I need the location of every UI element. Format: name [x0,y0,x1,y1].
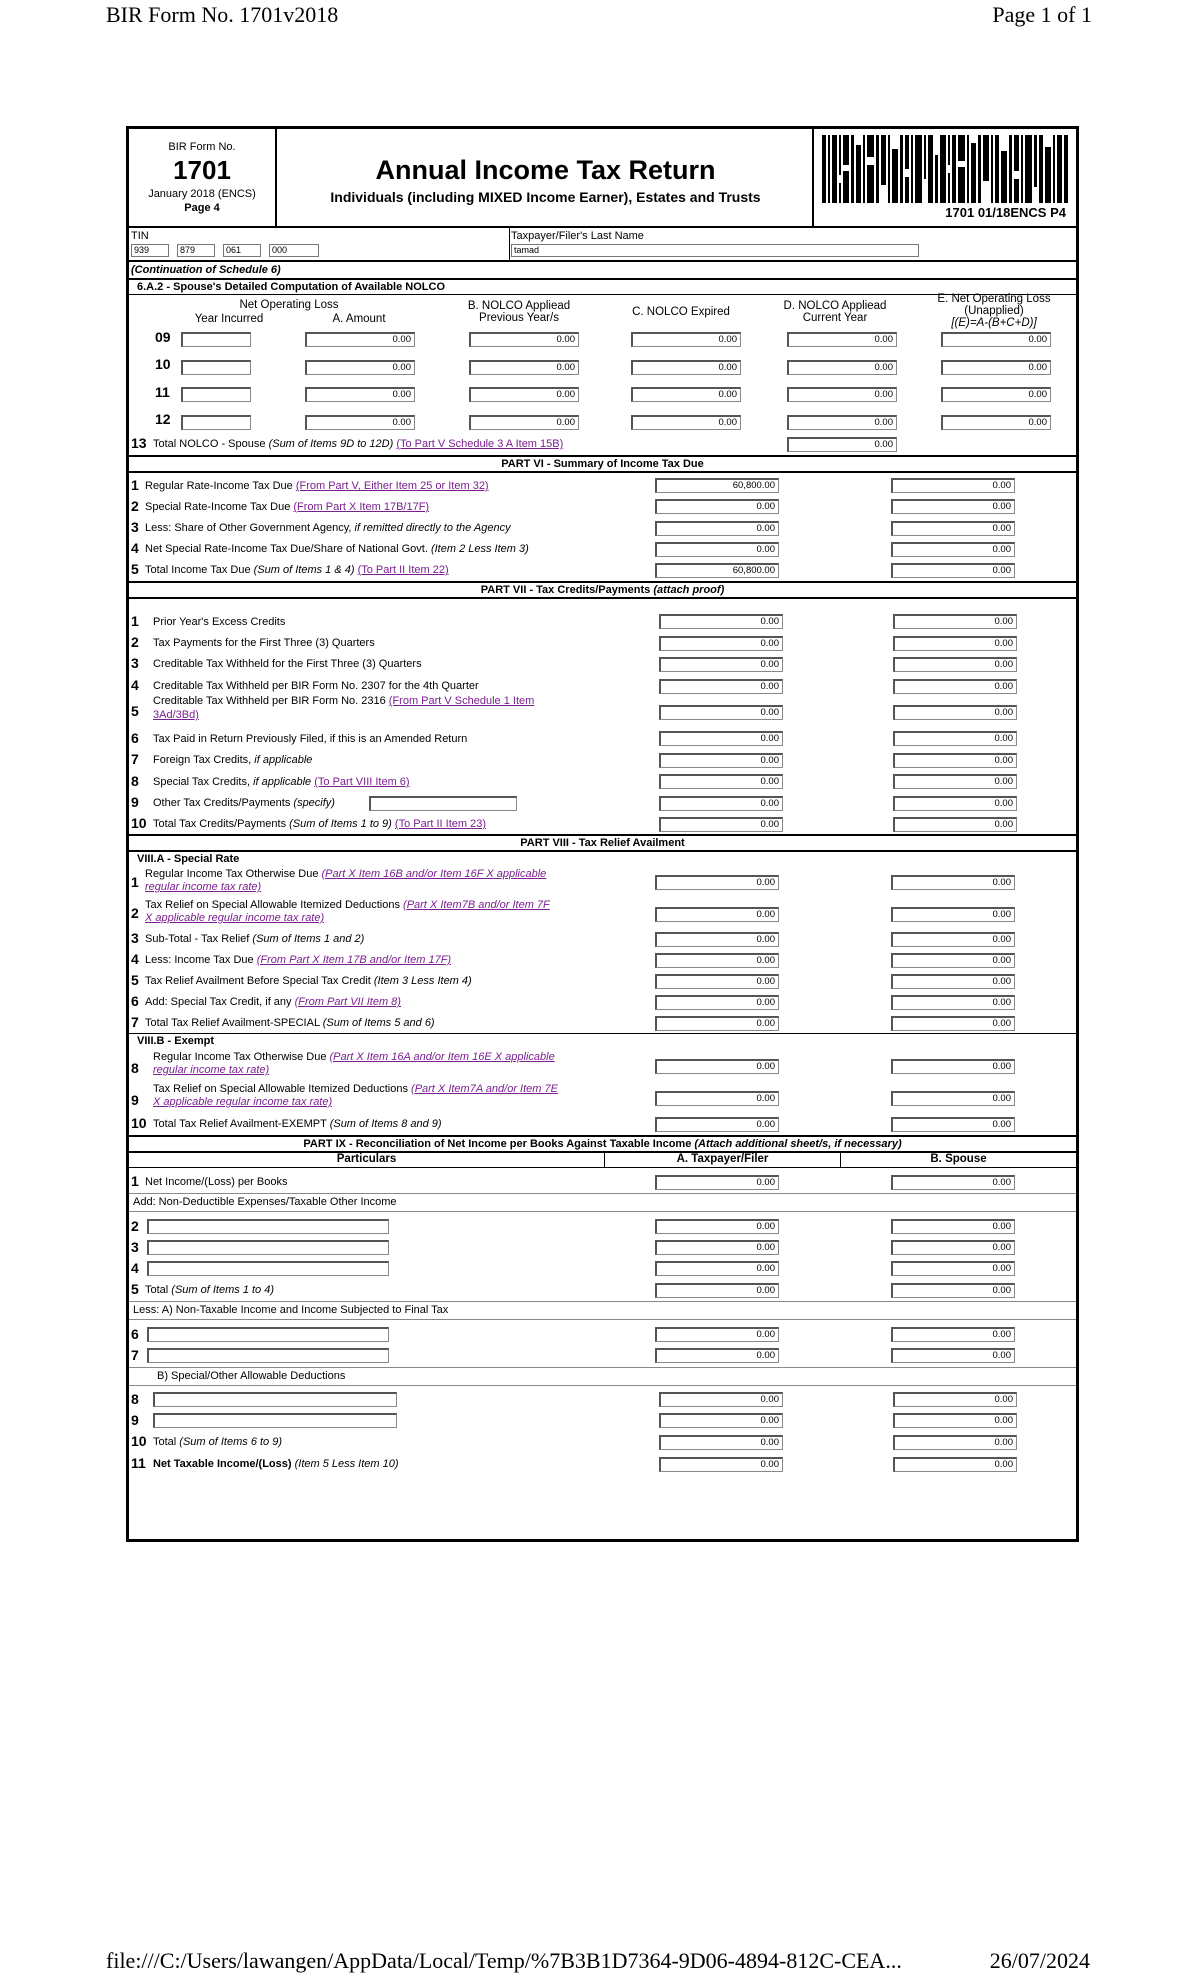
amount-field-b[interactable]: 0.00 [891,1016,1015,1031]
nolco-col-c: C. NOLCO Expired [632,306,730,318]
bir-form-1701-page4 [126,126,1079,1542]
amount-field-a[interactable]: 0.00 [655,542,779,557]
item-link-continued[interactable]: regular income tax rate) [153,1064,270,1076]
item-number: 7 [131,1014,139,1030]
tin-field-4[interactable]: 000 [269,244,319,257]
nolco-year-field[interactable] [181,415,251,430]
amount-field-b[interactable]: 0.00 [891,521,1015,536]
form-title: Annual Income Tax Return [375,155,716,185]
item-number: 3 [131,655,139,671]
nolco-amount-field[interactable]: 0.00 [305,360,415,375]
item-label: Regular Income Tax Otherwise Due (Part X Item 16B and/or Item 16F X applicable [145,868,547,880]
nolco-total-link[interactable]: (To Part V Schedule 3 A Item 15B) [396,438,564,450]
form-label: BIR Form No. [168,141,236,153]
divider [129,1211,1076,1212]
amount-field-a[interactable]: 0.00 [655,907,779,922]
nolco-col-b2: Previous Year/s [479,312,559,324]
form-id-block [129,129,277,226]
amount-field-b[interactable]: 0.00 [893,753,1017,768]
nolco-col-year: Year Incurred [194,313,264,325]
item-number: 6 [131,1326,139,1342]
amount-field-a[interactable]: 60,800.00 [655,478,779,493]
barcode-icon [822,135,1068,203]
amount-field-b[interactable]: 0.00 [891,1261,1015,1276]
item-link-continued[interactable]: X applicable regular income tax rate) [145,912,325,924]
amount-field-a[interactable]: 0.00 [659,774,783,789]
item-label: Net Taxable Income/(Loss) (Item 5 Less Item 10) [153,1458,399,1470]
item-label: Other Tax Credits/Payments (specify) [153,797,335,809]
part6-title: PART VI - Summary of Income Tax Due [129,455,1076,473]
item-link[interactable]: (Part X Item7A and/or Item 7E [411,1083,558,1095]
amount-field-a[interactable]: 0.00 [655,932,779,947]
amount-field-a[interactable]: 0.00 [659,1392,783,1407]
divider [129,1319,1076,1320]
amount-field-b[interactable]: 0.00 [891,1117,1015,1132]
nolco-col-e2: (Unapplied) [964,305,1024,317]
amount-field-b[interactable]: 0.00 [891,907,1015,922]
amount-field-b[interactable]: 0.00 [893,1435,1017,1450]
barcode-text: 1701 01/18ENCS P4 [945,205,1066,220]
continuation-note: (Continuation of Schedule 6) [129,262,1076,280]
amount-field-a[interactable]: 0.00 [659,705,783,720]
item-number: 2 [131,1218,139,1234]
amount-field-b[interactable]: 0.00 [891,499,1015,514]
form-title-block [279,129,814,226]
item-number: 9 [131,794,139,810]
item-number: 10 [131,815,147,831]
part9-title: PART IX - Reconciliation of Net Income per Books Against Taxable Income (Attach additional sheet/s, if necessary) [129,1135,1076,1153]
item-number: 2 [131,498,139,514]
nolco-current-field[interactable]: 0.00 [787,387,897,402]
item-number: 6 [131,993,139,1009]
nolco-expired-field[interactable]: 0.00 [631,415,741,430]
nolco-year-field[interactable] [181,387,251,402]
amount-field-b[interactable]: 0.00 [891,1059,1015,1074]
form-version: January 2018 (ENCS) [148,188,256,200]
divider [129,1193,1076,1194]
amount-field-b[interactable]: 0.00 [891,932,1015,947]
nolco-year-field[interactable] [181,360,251,375]
nolco-previous-field[interactable]: 0.00 [469,332,579,347]
divider [129,1033,1076,1034]
form-header [129,129,1076,228]
amount-field-a[interactable]: 0.00 [655,1117,779,1132]
print-header [0,0,1200,30]
amount-field-b[interactable]: 0.00 [891,1175,1015,1190]
divider [129,1367,1076,1368]
item-number: 1 [131,613,139,629]
amount-field-b[interactable]: 0.00 [891,1348,1015,1363]
nolco-row-number: 10 [155,356,171,372]
part9-less-b-label: B) Special/Other Allowable Deductions [157,1370,346,1382]
amount-field-b[interactable]: 0.00 [893,1457,1017,1472]
print-footer-url: file:///C:/Users/lawangen/AppData/Local/Temp/%7B3B1D7364-9D06-4894-812C-CEA... [106,1948,902,1973]
amount-field-b[interactable]: 0.00 [891,1283,1015,1298]
amount-field-a[interactable]: 0.00 [659,1435,783,1450]
amount-field-a[interactable]: 0.00 [659,657,783,672]
amount-field-a[interactable]: 0.00 [655,875,779,890]
nolco-unapplied-field[interactable]: 0.00 [941,415,1051,430]
item-link-continued[interactable]: 3Ad/3Bd) [153,709,199,721]
item-label: Total Tax Relief Availment-EXEMPT (Sum of Items 8 and 9) [153,1118,442,1130]
item-number: 4 [131,951,139,967]
amount-field-a[interactable]: 60,800.00 [655,563,779,578]
item-number: 8 [131,1391,139,1407]
nolco-previous-field[interactable]: 0.00 [469,387,579,402]
nolco-col-e1: E. Net Operating Loss [937,293,1051,305]
item-link[interactable]: (From Part V Schedule 1 Item [388,695,535,707]
nolco-total-label: Total NOLCO - Spouse (Sum of Items 9D to 12D) (To Part V Schedule 3 A Item 15B) [153,438,564,450]
item-link[interactable]: (From Part X Item 17B/17F) [293,501,430,513]
item-number: 6 [131,730,139,746]
item-label: Tax Relief Availment Before Special Tax Credit (Item 3 Less Item 4) [145,975,472,987]
amount-field-a[interactable]: 0.00 [655,1219,779,1234]
nolco-col-a: A. Amount [332,313,386,325]
amount-field-a[interactable]: 0.00 [659,731,783,746]
amount-field-a[interactable]: 0.00 [659,614,783,629]
amount-field-a[interactable]: 0.00 [655,1240,779,1255]
nolco-current-field[interactable]: 0.00 [787,332,897,347]
amount-field-b[interactable]: 0.00 [891,1091,1015,1106]
amount-field-b[interactable]: 0.00 [893,679,1017,694]
part7-title: PART VII - Tax Credits/Payments (attach proof) [129,581,1076,599]
part8-sub-b: VIII.B - Exempt [137,1035,215,1047]
item-label: Special Tax Credits, if applicable (To Part VIII Item 6) [153,776,410,788]
amount-field-b[interactable]: 0.00 [893,1413,1017,1428]
part9-less-a-label: Less: A) Non-Taxable Income and Income Subjected to Final Tax [133,1304,449,1316]
item-number: 3 [131,930,139,946]
item-number: 7 [131,751,139,767]
item-link-continued[interactable]: regular income tax rate) [145,881,262,893]
amount-field-b[interactable]: 0.00 [891,1219,1015,1234]
item-link[interactable]: (To Part II Item 23) [394,818,486,830]
amount-field-b[interactable]: 0.00 [891,974,1015,989]
item-link[interactable]: (To Part II Item 22) [357,564,449,576]
amount-field-b[interactable]: 0.00 [891,542,1015,557]
part8-title: PART VIII - Tax Relief Availment [129,834,1076,852]
barcode-block [816,129,1076,226]
nolco-previous-field[interactable]: 0.00 [469,415,579,430]
amount-field-b[interactable]: 0.00 [891,478,1015,493]
item-label: Creditable Tax Withheld for the First Three (3) Quarters [153,658,422,670]
amount-field-a[interactable]: 0.00 [655,974,779,989]
description-field[interactable] [147,1261,389,1276]
item-number: 8 [131,773,139,789]
item-number: 4 [131,1260,139,1276]
nolco-total-number: 13 [131,435,147,451]
divider [129,1385,1076,1386]
nolco-row-number: 12 [155,411,171,427]
item-label: Add: Special Tax Credit, if any (From Part VII Item 8) [145,996,401,1008]
print-header-right: Page 1 of 1 [992,2,1092,27]
item-label: Prior Year's Excess Credits [153,616,286,628]
amount-field-a[interactable]: 0.00 [659,679,783,694]
description-field[interactable] [153,1413,397,1428]
nolco-current-field[interactable]: 0.00 [787,360,897,375]
item-label: Tax Relief on Special Allowable Itemized Deductions (Part X Item7A and/or Item 7E [153,1083,558,1095]
part8-sub-a: VIII.A - Special Rate [137,853,240,865]
item-number: 8 [131,1060,139,1076]
item-label: Creditable Tax Withheld per BIR Form No. 2316 (From Part V Schedule 1 Item [153,695,535,707]
item-link[interactable]: (To Part VIII Item 6) [314,776,410,788]
amount-field-a[interactable]: 0.00 [655,521,779,536]
item-label: Special Rate-Income Tax Due (From Part X Item 17B/17F) [145,501,430,513]
amount-field-b[interactable]: 0.00 [891,953,1015,968]
item-link[interactable]: (From Part VII Item 8) [294,996,401,1008]
amount-field-a[interactable]: 0.00 [659,817,783,832]
item-label: Tax Relief on Special Allowable Itemized Deductions (Part X Item7B and/or Item 7F [145,899,550,911]
last-name-field[interactable]: tamad [511,244,919,257]
nolco-col-d1: D. NOLCO Appliead [783,300,887,312]
description-field[interactable] [147,1348,389,1363]
nolco-amount-field[interactable]: 0.00 [305,415,415,430]
print-footer [0,1944,1200,1974]
item-label: Less: Income Tax Due (From Part X Item 17B and/or Item 17F) [145,954,452,966]
item-number: 7 [131,1347,139,1363]
nolco-previous-field[interactable]: 0.00 [469,360,579,375]
item-label: Tax Paid in Return Previously Filed, if this is an Amended Return [153,733,468,745]
nolco-row-number: 11 [155,384,170,400]
form-page: Page 4 [184,202,220,214]
item-number: 3 [131,519,139,535]
item-number: 1 [131,477,139,493]
other-credits-specify-field[interactable] [369,796,517,811]
amount-field-a[interactable]: 0.00 [659,753,783,768]
description-field[interactable] [147,1219,389,1234]
description-field[interactable] [153,1392,397,1407]
amount-field-a[interactable]: 0.00 [655,1175,779,1190]
tin-field-2[interactable]: 879 [177,244,215,257]
nolco-expired-field[interactable]: 0.00 [631,332,741,347]
item-label: Less: Share of Other Government Agency, if remitted directly to the Agency [145,522,511,534]
amount-field-b[interactable]: 0.00 [893,705,1017,720]
amount-field-a[interactable]: 0.00 [655,1091,779,1106]
item-number: 10 [131,1433,147,1449]
nolco-unapplied-field[interactable]: 0.00 [941,332,1051,347]
part9-col-particulars: Particulars [129,1153,605,1168]
nolco-col-b1: B. NOLCO Appliead [467,300,571,312]
amount-field-b[interactable]: 0.00 [891,563,1015,578]
item-number: 5 [131,1281,139,1297]
tin-row [129,228,1076,262]
item-label: Total Tax Credits/Payments (Sum of Items 1 to 9) (To Part II Item 23) [153,818,486,830]
nolco-expired-field[interactable]: 0.00 [631,387,741,402]
tin-field-3[interactable]: 061 [223,244,261,257]
item-link-continued[interactable]: X applicable regular income tax rate) [153,1096,333,1108]
amount-field-b[interactable]: 0.00 [891,995,1015,1010]
item-number: 4 [131,540,139,556]
item-link[interactable]: (Part X Item 16A and/or Item 16E X applicable [329,1051,555,1063]
item-number: 5 [131,561,139,577]
amount-field-b[interactable]: 0.00 [893,1392,1017,1407]
amount-field-a[interactable]: 0.00 [655,1016,779,1031]
item-label: Total Income Tax Due (Sum of Items 1 & 4) (To Part II Item 22) [145,564,449,576]
amount-field-b[interactable]: 0.00 [893,774,1017,789]
item-number: 4 [131,677,139,693]
nolco-total-field[interactable]: 0.00 [787,437,897,452]
item-label: Net Special Rate-Income Tax Due/Share of National Govt. (Item 2 Less Item 3) [145,543,529,555]
nolco-unapplied-field[interactable]: 0.00 [941,360,1051,375]
nolco-amount-field[interactable]: 0.00 [305,332,415,347]
item-label: Regular Income Tax Otherwise Due (Part X Item 16A and/or Item 16E X applicable [153,1051,555,1063]
amount-field-b[interactable]: 0.00 [893,731,1017,746]
form-number: 1701 [173,155,231,185]
nolco-title: 6.A.2 - Spouse's Detailed Computation of Available NOLCO [129,278,1076,295]
amount-field-b[interactable]: 0.00 [893,636,1017,651]
item-number: 1 [131,874,139,890]
amount-field-a[interactable]: 0.00 [655,1327,779,1342]
amount-field-a[interactable]: 0.00 [655,995,779,1010]
amount-field-a[interactable]: 0.00 [655,953,779,968]
item-number: 1 [131,1173,139,1189]
item-number: 9 [131,1412,139,1428]
amount-field-a[interactable]: 0.00 [659,1457,783,1472]
amount-field-a[interactable]: 0.00 [655,1283,779,1298]
amount-field-b[interactable]: 0.00 [893,657,1017,672]
item-number: 5 [131,972,139,988]
nolco-row-number: 09 [155,329,171,345]
item-label: Net Income/(Loss) per Books [145,1176,288,1188]
part9-col-a: A. Taxpayer/Filer [605,1153,841,1168]
amount-field-a[interactable]: 0.00 [655,1348,779,1363]
part9-col-b: B. Spouse [841,1153,1076,1168]
item-label: Sub-Total - Tax Relief (Sum of Items 1 and 2) [145,933,365,945]
divider [129,1301,1076,1302]
item-link[interactable]: (From Part X Item 17B and/or Item 17F) [256,954,452,966]
nolco-year-field[interactable] [181,332,251,347]
amount-field-a[interactable]: 0.00 [655,1059,779,1074]
amount-field-b[interactable]: 0.00 [891,875,1015,890]
item-label: Tax Payments for the First Three (3) Quarters [153,637,375,649]
description-field[interactable] [147,1327,389,1342]
item-number: 5 [131,703,139,719]
item-number: 3 [131,1239,139,1255]
tin-field-1[interactable]: 939 [131,244,169,257]
part9-add-label: Add: Non-Deductible Expenses/Taxable Other Income [133,1196,397,1208]
nolco-col-d2: Current Year [802,312,868,324]
item-number: 10 [131,1115,147,1131]
item-label: Total (Sum of Items 1 to 4) [145,1284,274,1296]
item-link[interactable]: (From Part V, Either Item 25 or Item 32) [295,480,489,492]
item-number: 2 [131,905,139,921]
amount-field-a[interactable]: 0.00 [659,636,783,651]
print-footer-date: 26/07/2024 [989,1948,1090,1973]
last-name-label: Taxpayer/Filer's Last Name [511,230,644,242]
item-number: 11 [131,1455,146,1471]
item-number: 2 [131,634,139,650]
item-label: Creditable Tax Withheld per BIR Form No. 2307 for the 4th Quarter [153,680,479,692]
amount-field-b[interactable]: 0.00 [893,796,1017,811]
amount-field-b[interactable]: 0.00 [891,1327,1015,1342]
item-label: Total Tax Relief Availment-SPECIAL (Sum of Items 5 and 6) [145,1017,435,1029]
nolco-current-field[interactable]: 0.00 [787,415,897,430]
amount-field-b[interactable]: 0.00 [893,817,1017,832]
item-link[interactable]: (Part X Item7B and/or Item 7F [403,899,550,911]
item-label: Regular Rate-Income Tax Due (From Part V, Either Item 25 or Item 32) [145,480,489,492]
amount-field-a[interactable]: 0.00 [655,499,779,514]
description-field[interactable] [147,1240,389,1255]
print-header-left: BIR Form No. 1701v2018 [106,2,339,27]
nolco-unapplied-field[interactable]: 0.00 [941,387,1051,402]
form-subtitle: Individuals (including MIXED Income Earner), Estates and Trusts [330,189,761,205]
nolco-expired-field[interactable]: 0.00 [631,360,741,375]
item-link[interactable]: (Part X Item 16B and/or Item 16F X applicable [321,868,547,880]
amount-field-a[interactable]: 0.00 [659,1413,783,1428]
nolco-amount-field[interactable]: 0.00 [305,387,415,402]
item-label: Foreign Tax Credits, if applicable [153,754,313,766]
amount-field-b[interactable]: 0.00 [893,614,1017,629]
amount-field-a[interactable]: 0.00 [655,1261,779,1276]
nolco-col-nol: Net Operating Loss [239,299,339,311]
tin-divider [509,228,510,260]
tin-label: TIN [131,230,149,242]
item-number: 9 [131,1092,139,1108]
amount-field-a[interactable]: 0.00 [659,796,783,811]
nolco-col-e3: [(E)=A-(B+C+D)] [951,317,1037,329]
item-label: Total (Sum of Items 6 to 9) [153,1436,282,1448]
amount-field-b[interactable]: 0.00 [891,1240,1015,1255]
